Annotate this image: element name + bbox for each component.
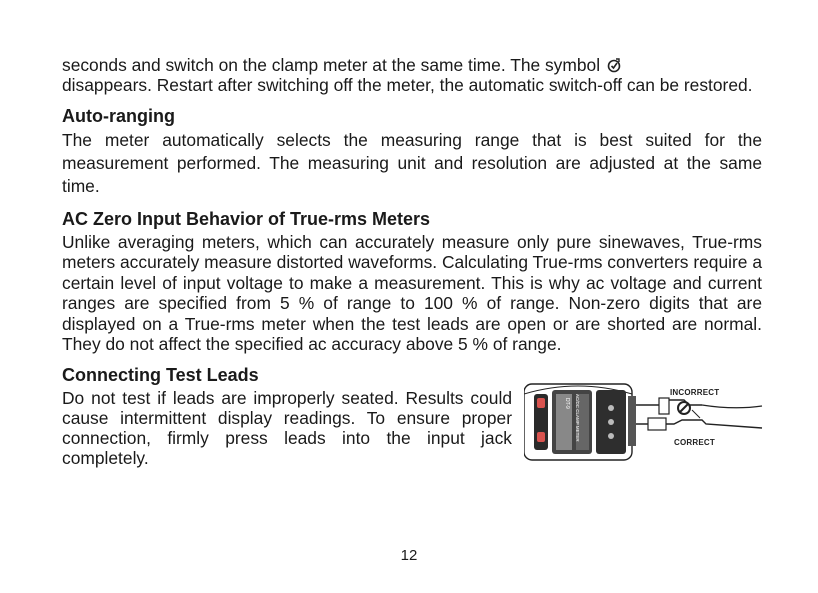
meter-model: DT-9 [564,398,570,410]
label-correct: CORRECT [674,438,715,448]
auto-power-off-icon [606,57,622,73]
section-heading-connecting-test-leads: Connecting Test Leads [62,365,259,386]
section-body-auto-ranging: The meter automatically selects the measuring range that is best suited for the measurement performed. The measuring unit and resolution are adjusted at the same time. [62,130,762,196]
label-incorrect: INCORRECT [670,388,720,398]
section-body-connecting-test-leads: Do not test if leads are improperly seated. Results could cause intermittent display readings. To ensure proper connection, firmly press leads into the input jack completely. [62,388,512,469]
connecting-test-leads-row [62,388,762,472]
section-heading-auto-ranging: Auto-ranging [62,106,175,126]
section-heading-ac-zero-input: AC Zero Input Behavior of True-rms Meters [62,209,431,229]
intro-paragraph [62,56,762,95]
intro-text-before-icon: seconds and switch on the clamp meter at the same time. The symbol [62,55,601,75]
section-body-ac-zero-input: Unlike averaging meters, which can accurately measure only pure sinewaves, True-rms meters accurately measure distorted waveforms. Calculating True-rms converters require a certain level of input voltage to make a measurement. This is why ac voltage and current ranges are specified from 5 % of range to 100 % of range. Non-zero digits that are displayed on a True-rms meter when the test leads are open or are shorted are normal. They do not affect the specified ac accuracy above 5 % of range. [62,232,762,355]
intro-text-after-icon: disappears. Restart after switching off the meter, the automatic switch-off can be restored. [62,74,753,95]
page-number: 12 [400,547,418,564]
document-page [62,56,762,472]
meter-label: AC/DC CLAMP METER [575,394,580,443]
clamp-meter-test-lead-illustration [524,380,764,464]
